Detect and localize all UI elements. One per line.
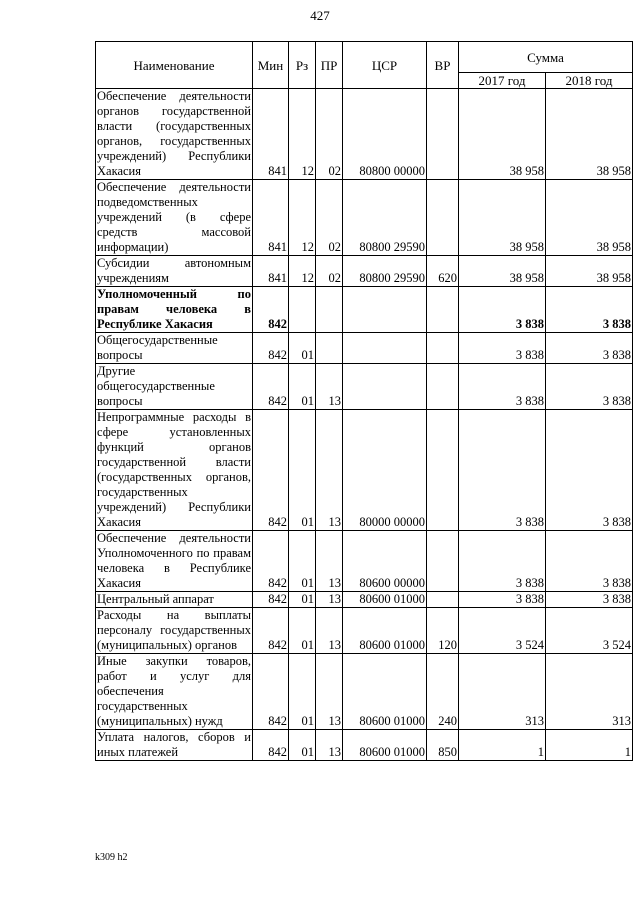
cell-sum-2017: 38 958 (459, 89, 546, 180)
table-row (96, 592, 633, 608)
cell-vr (427, 180, 459, 256)
cell-rz: 01 (289, 608, 316, 654)
cell-csr: 80800 00000 (343, 89, 427, 180)
cell-vr: 240 (427, 654, 459, 730)
cell-vr: 120 (427, 608, 459, 654)
cell-sum-2018: 3 838 (546, 531, 633, 592)
cell-rz (289, 287, 316, 333)
cell-csr (343, 287, 427, 333)
cell-name: Расходы на выплаты персоналу государственных (муниципальных) органов (97, 608, 251, 652)
cell-pr (316, 287, 343, 333)
cell-rz: 12 (289, 89, 316, 180)
cell-vr: 620 (427, 256, 459, 287)
cell-sum-2017: 3 838 (459, 333, 546, 364)
cell-pr: 13 (316, 730, 343, 761)
table-row (96, 410, 633, 531)
cell-pr: 13 (316, 654, 343, 730)
cell-min: 842 (253, 364, 289, 410)
cell-min: 842 (253, 531, 289, 592)
cell-name: Общегосударственные вопросы (96, 333, 253, 364)
table-row (96, 256, 633, 287)
cell-name: Обеспечение деятельности органов государственной власти (государственных органов, государственных учреждений) Республики Хакасия (97, 89, 251, 178)
cell-csr (343, 333, 427, 364)
cell-sum-2018: 38 958 (546, 256, 633, 287)
cell-sum-2017: 3 524 (459, 608, 546, 654)
table-row (96, 89, 633, 180)
cell-rz: 01 (289, 654, 316, 730)
cell-sum-2017: 3 838 (459, 531, 546, 592)
cell-sum-2018: 3 524 (546, 608, 633, 654)
cell-name: Субсидии автономным учреждениям (97, 256, 251, 285)
cell-pr: 02 (316, 180, 343, 256)
table-body (96, 89, 633, 761)
cell-csr: 80000 00000 (343, 410, 427, 531)
header-year-2018: 2018 год (546, 73, 633, 89)
cell-csr: 80600 01000 (343, 608, 427, 654)
cell-csr: 80600 01000 (343, 654, 427, 730)
cell-min: 842 (253, 608, 289, 654)
cell-name: Уполномоченный по правам человека в Республике Хакасия (97, 287, 251, 331)
cell-name: Обеспечение деятельности Уполномоченного по правам человека в Республике Хакасия (97, 531, 251, 590)
cell-pr: 02 (316, 256, 343, 287)
cell-rz: 01 (289, 531, 316, 592)
cell-rz: 01 (289, 592, 316, 608)
cell-pr: 13 (316, 364, 343, 410)
cell-rz: 01 (289, 333, 316, 364)
cell-csr: 80600 01000 (343, 730, 427, 761)
cell-name: Непрограммные расходы в сфере установленных функций органов государственной власти (государственных органов, государственных учреждений) Республики Хакасия (97, 410, 251, 529)
cell-sum-2018: 38 958 (546, 180, 633, 256)
header-sum: Сумма (459, 42, 633, 73)
table-row (96, 180, 633, 256)
cell-sum-2017: 3 838 (459, 287, 546, 333)
cell-sum-2017: 38 958 (459, 180, 546, 256)
cell-vr: 850 (427, 730, 459, 761)
header-vr: ВР (427, 42, 459, 89)
cell-vr (427, 410, 459, 531)
cell-sum-2018: 3 838 (546, 592, 633, 608)
cell-sum-2017: 3 838 (459, 410, 546, 531)
cell-csr (343, 364, 427, 410)
cell-rz: 12 (289, 256, 316, 287)
cell-pr: 13 (316, 531, 343, 592)
cell-rz: 12 (289, 180, 316, 256)
cell-sum-2017: 38 958 (459, 256, 546, 287)
page-number: 427 (310, 8, 330, 23)
header-name: Наименование (96, 42, 253, 89)
cell-vr (427, 287, 459, 333)
cell-sum-2018: 38 958 (546, 89, 633, 180)
table-row (96, 364, 633, 410)
cell-csr: 80800 29590 (343, 180, 427, 256)
cell-rz: 01 (289, 410, 316, 531)
cell-sum-2017: 313 (459, 654, 546, 730)
cell-vr (427, 531, 459, 592)
cell-name: Обеспечение деятельности подведомственных учреждений (в сфере средств массовой информации) (97, 180, 251, 254)
cell-sum-2018: 3 838 (546, 410, 633, 531)
cell-vr (427, 333, 459, 364)
table-row (96, 608, 633, 654)
cell-sum-2017: 1 (459, 730, 546, 761)
cell-vr (427, 364, 459, 410)
cell-sum-2018: 1 (546, 730, 633, 761)
cell-name: Другие общегосударственные вопросы (96, 364, 253, 410)
table-row (96, 730, 633, 761)
cell-min: 842 (253, 410, 289, 531)
header-pr: ПР (316, 42, 343, 89)
table-row (96, 531, 633, 592)
cell-min: 842 (253, 730, 289, 761)
table-header (96, 42, 633, 89)
cell-min: 842 (253, 333, 289, 364)
cell-vr (427, 592, 459, 608)
cell-min: 841 (253, 256, 289, 287)
cell-csr: 80600 00000 (343, 531, 427, 592)
cell-sum-2018: 3 838 (546, 333, 633, 364)
cell-sum-2017: 3 838 (459, 364, 546, 410)
cell-min: 842 (253, 592, 289, 608)
cell-rz: 01 (289, 364, 316, 410)
cell-name: Центральный аппарат (96, 592, 253, 608)
header-min: Мин (253, 42, 289, 89)
table-row (96, 287, 633, 333)
cell-csr: 80800 29590 (343, 256, 427, 287)
cell-csr: 80600 01000 (343, 592, 427, 608)
cell-name: Уплата налогов, сборов и иных платежей (97, 730, 251, 759)
cell-pr: 13 (316, 592, 343, 608)
cell-min: 841 (253, 180, 289, 256)
cell-pr: 13 (316, 608, 343, 654)
cell-sum-2018: 3 838 (546, 287, 633, 333)
cell-name: Иные закупки товаров, работ и услуг для обеспечения государственных (муниципальных) нужд (97, 654, 251, 728)
header-rz: Рз (289, 42, 316, 89)
cell-pr (316, 333, 343, 364)
budget-table (95, 41, 633, 761)
table-row (96, 333, 633, 364)
cell-sum-2017: 3 838 (459, 592, 546, 608)
cell-min: 842 (253, 287, 289, 333)
cell-rz: 01 (289, 730, 316, 761)
cell-min: 841 (253, 89, 289, 180)
header-csr: ЦСР (343, 42, 427, 89)
cell-pr: 13 (316, 410, 343, 531)
footer-code: k309 h2 (95, 852, 128, 863)
header-year-2017: 2017 год (459, 73, 546, 89)
cell-min: 842 (253, 654, 289, 730)
cell-sum-2018: 3 838 (546, 364, 633, 410)
cell-vr (427, 89, 459, 180)
table-row (96, 654, 633, 730)
cell-pr: 02 (316, 89, 343, 180)
cell-sum-2018: 313 (546, 654, 633, 730)
